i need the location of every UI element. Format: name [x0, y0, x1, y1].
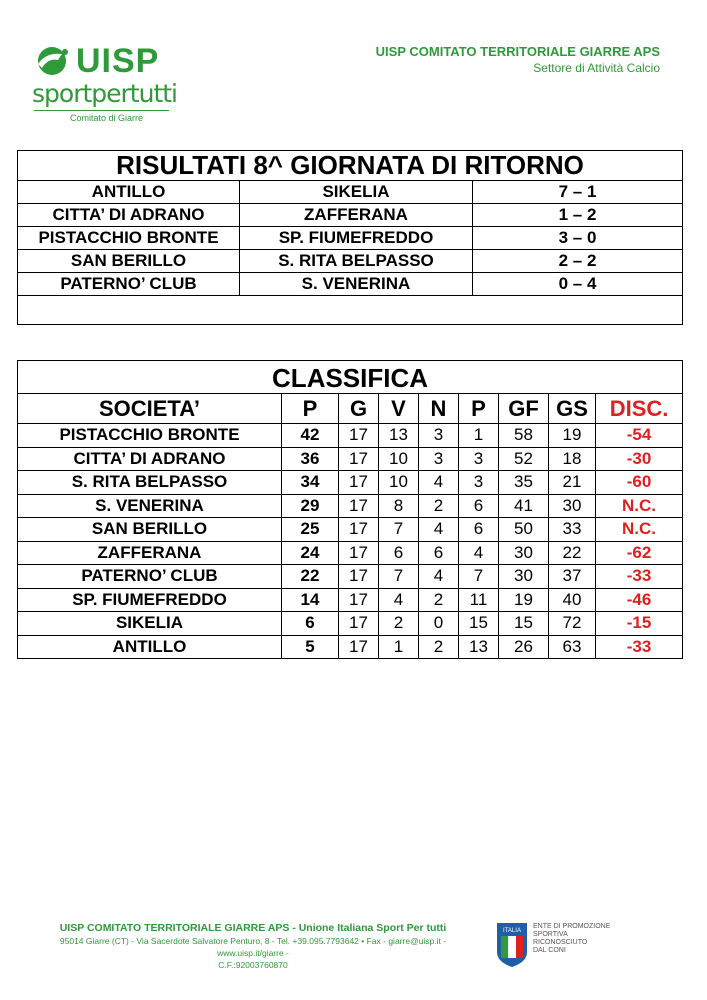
org-header: [376, 44, 660, 76]
cell-lost: 6: [459, 518, 499, 542]
cell-points: 34: [282, 471, 339, 495]
cell-discipline: -15: [596, 612, 683, 636]
home-team: ANTILLO: [18, 181, 240, 204]
cell-played: 17: [339, 424, 379, 448]
away-team: SP. FIUMEFREDDO: [240, 227, 473, 250]
cell-won: 10: [379, 471, 419, 495]
standings-table: [17, 360, 683, 659]
standings-header: [18, 394, 683, 424]
cell-won: 1: [379, 635, 419, 659]
away-team: SIKELIA: [240, 181, 473, 204]
cell-drawn: 4: [419, 518, 459, 542]
match-row: [18, 227, 683, 250]
cell-team: ZAFFERANA: [18, 541, 282, 565]
cell-won: 13: [379, 424, 419, 448]
cell-lost: 7: [459, 565, 499, 589]
home-team: PISTACCHIO BRONTE: [18, 227, 240, 250]
standings-row: [18, 424, 683, 448]
logo-divider: [34, 110, 169, 111]
match-score: 7 – 1: [473, 181, 683, 204]
cell-team: PISTACCHIO BRONTE: [18, 424, 282, 448]
match-score: 3 – 0: [473, 227, 683, 250]
cell-points: 6: [282, 612, 339, 636]
standings-row: [18, 447, 683, 471]
standings-row: [18, 565, 683, 589]
cell-lost: 6: [459, 494, 499, 518]
empty-row: [18, 296, 683, 325]
cell-team: S. RITA BELPASSO: [18, 471, 282, 495]
cell-goals-against: 33: [549, 518, 596, 542]
italia-shield-icon: [496, 922, 528, 968]
cell-drawn: 3: [419, 424, 459, 448]
cell-won: 4: [379, 588, 419, 612]
cell-points: 29: [282, 494, 339, 518]
cell-discipline: -54: [596, 424, 683, 448]
col-goals-for: GF: [499, 394, 549, 424]
cell-goals-for: 41: [499, 494, 549, 518]
cell-team: SAN BERILLO: [18, 518, 282, 542]
cell-goals-for: 58: [499, 424, 549, 448]
home-team: CITTA’ DI ADRANO: [18, 204, 240, 227]
cell-lost: 1: [459, 424, 499, 448]
match-score: 2 – 2: [473, 250, 683, 273]
match-row: [18, 181, 683, 204]
cell-team: PATERNO’ CLUB: [18, 565, 282, 589]
away-team: ZAFFERANA: [240, 204, 473, 227]
cell-goals-against: 40: [549, 588, 596, 612]
coni-text-line: DAL CONI: [533, 947, 566, 954]
cell-drawn: 0: [419, 612, 459, 636]
cell-played: 17: [339, 471, 379, 495]
cell-points: 22: [282, 565, 339, 589]
logo-text: UISP: [76, 42, 160, 80]
org-name: UISP COMITATO TERRITORIALE GIARRE APS: [375, 44, 660, 59]
results-title: RISULTATI 8^ GIORNATA DI RITORNO: [18, 151, 683, 181]
cell-discipline: N.C.: [596, 494, 683, 518]
cell-discipline: N.C.: [596, 518, 683, 542]
cell-goals-for: 30: [499, 541, 549, 565]
cell-points: 5: [282, 635, 339, 659]
logo-tagline: sportpertutti: [32, 79, 177, 108]
standings-row: [18, 588, 683, 612]
cell-won: 10: [379, 447, 419, 471]
home-team: PATERNO’ CLUB: [18, 273, 240, 296]
cell-discipline: -60: [596, 471, 683, 495]
uisp-logo: [32, 42, 182, 124]
col-points: P: [282, 394, 339, 424]
cell-goals-for: 35: [499, 471, 549, 495]
cell-goals-against: 18: [549, 447, 596, 471]
cell-discipline: -33: [596, 565, 683, 589]
cell-points: 14: [282, 588, 339, 612]
coni-label: ITALIA: [503, 928, 521, 934]
cell-played: 17: [339, 612, 379, 636]
cell-lost: 3: [459, 447, 499, 471]
col-drawn: N: [419, 394, 459, 424]
cell-lost: 13: [459, 635, 499, 659]
cell-won: 8: [379, 494, 419, 518]
results-table: [17, 150, 683, 325]
cell-team: SIKELIA: [18, 612, 282, 636]
cell-goals-against: 37: [549, 565, 596, 589]
cell-goals-against: 30: [549, 494, 596, 518]
cell-played: 17: [339, 565, 379, 589]
cell-goals-for: 19: [499, 588, 549, 612]
cell-discipline: -46: [596, 588, 683, 612]
cell-played: 17: [339, 494, 379, 518]
col-won: V: [379, 394, 419, 424]
cell-discipline: -62: [596, 541, 683, 565]
away-team: S. VENERINA: [240, 273, 473, 296]
coni-text-line: RICONOSCIUTO: [533, 939, 588, 946]
cell-goals-against: 72: [549, 612, 596, 636]
cell-won: 2: [379, 612, 419, 636]
col-lost: P: [459, 394, 499, 424]
col-goals-against: GS: [549, 394, 596, 424]
cell-points: 36: [282, 447, 339, 471]
cell-discipline: -33: [596, 635, 683, 659]
cell-goals-for: 30: [499, 565, 549, 589]
cell-won: 6: [379, 541, 419, 565]
cell-played: 17: [339, 635, 379, 659]
cell-won: 7: [379, 518, 419, 542]
cell-drawn: 3: [419, 447, 459, 471]
standings-row: [18, 494, 683, 518]
away-team: S. RITA BELPASSO: [240, 250, 473, 273]
cell-team: ANTILLO: [18, 635, 282, 659]
coni-badge: [496, 922, 616, 970]
cell-goals-against: 63: [549, 635, 596, 659]
cell-lost: 3: [459, 471, 499, 495]
cell-drawn: 2: [419, 494, 459, 518]
match-row: [18, 204, 683, 227]
coni-text-line: ENTE DI PROMOZIONE: [533, 923, 611, 930]
footer-tax-code: C.F.:92003760870: [218, 960, 288, 970]
cell-goals-for: 15: [499, 612, 549, 636]
col-team: SOCIETA’: [18, 394, 282, 424]
cell-drawn: 4: [419, 565, 459, 589]
runner-icon: [32, 44, 74, 78]
standings-title: CLASSIFICA: [18, 361, 683, 394]
logo-subtitle: Comitato di Giarre: [70, 113, 144, 123]
cell-played: 17: [339, 447, 379, 471]
cell-drawn: 6: [419, 541, 459, 565]
cell-won: 7: [379, 565, 419, 589]
cell-goals-against: 19: [549, 424, 596, 448]
cell-played: 17: [339, 541, 379, 565]
coni-text-line: SPORTIVA: [533, 931, 568, 938]
cell-played: 17: [339, 518, 379, 542]
cell-team: SP. FIUMEFREDDO: [18, 588, 282, 612]
cell-lost: 15: [459, 612, 499, 636]
match-row: [18, 273, 683, 296]
standings-row: [18, 518, 683, 542]
cell-drawn: 2: [419, 635, 459, 659]
match-score: 1 – 2: [473, 204, 683, 227]
coni-text: [533, 923, 610, 955]
home-team: SAN BERILLO: [18, 250, 240, 273]
cell-discipline: -30: [596, 447, 683, 471]
col-discipline: DISC.: [596, 394, 683, 424]
cell-lost: 4: [459, 541, 499, 565]
org-sector: Settore di Attività Calcio: [533, 61, 660, 75]
cell-lost: 11: [459, 588, 499, 612]
match-score: 0 – 4: [473, 273, 683, 296]
footer: [28, 921, 478, 971]
cell-goals-for: 50: [499, 518, 549, 542]
standings-row: [18, 471, 683, 495]
cell-goals-against: 22: [549, 541, 596, 565]
standings-row: [18, 541, 683, 565]
cell-goals-for: 26: [499, 635, 549, 659]
col-played: G: [339, 394, 379, 424]
cell-team: CITTA’ DI ADRANO: [18, 447, 282, 471]
standings-row: [18, 635, 683, 659]
standings-row: [18, 612, 683, 636]
cell-goals-for: 52: [499, 447, 549, 471]
cell-points: 42: [282, 424, 339, 448]
cell-points: 25: [282, 518, 339, 542]
match-row: [18, 250, 683, 273]
footer-org: UISP COMITATO TERRITORIALE GIARRE APS - Unione Italiana Sport Per tutti: [59, 922, 447, 934]
footer-address: 95014 Giarre (CT) - Via Sacerdote Salvatore Penturo, 8 - Tel. +39.095.7793642 • Fax - giarre@uisp.it - www.uisp.it/giarre -: [59, 936, 447, 958]
cell-points: 24: [282, 541, 339, 565]
cell-drawn: 2: [419, 588, 459, 612]
cell-played: 17: [339, 588, 379, 612]
cell-drawn: 4: [419, 471, 459, 495]
cell-team: S. VENERINA: [18, 494, 282, 518]
cell-goals-against: 21: [549, 471, 596, 495]
